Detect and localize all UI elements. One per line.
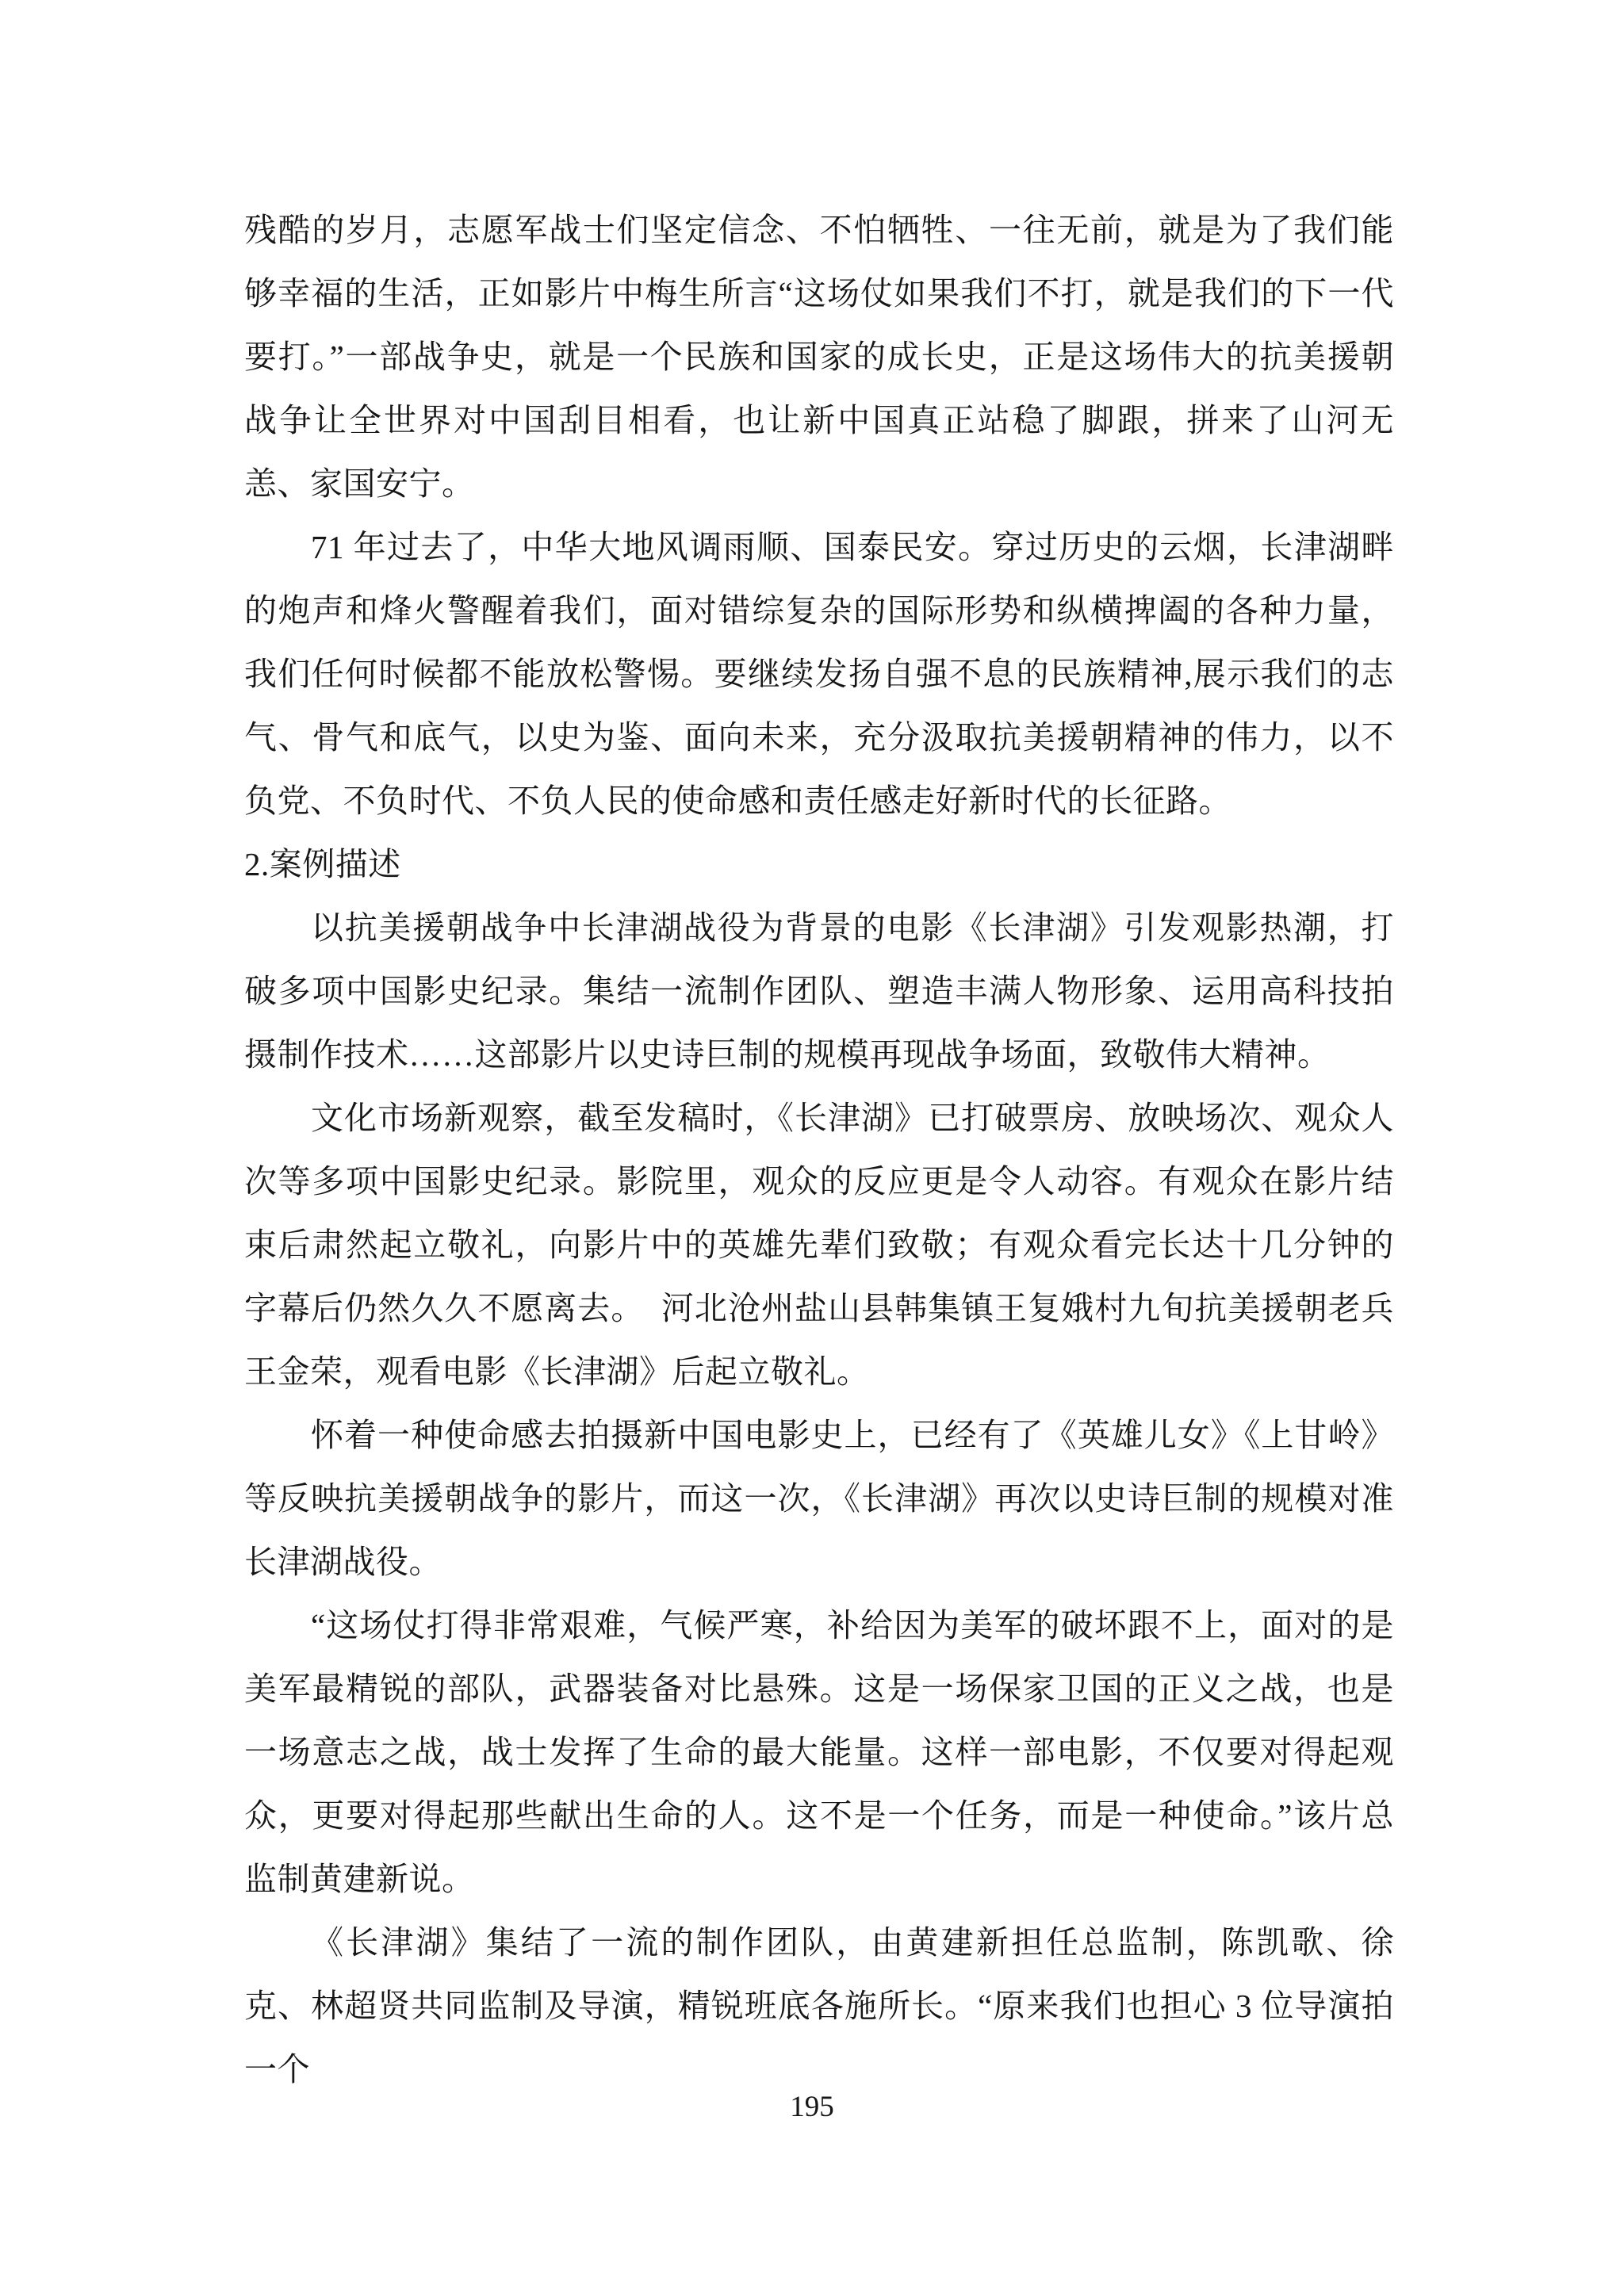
section-heading-case-description: 2.案例描述	[244, 846, 401, 882]
body-paragraph-4: 文化市场新观察，截至发稿时，《长津湖》已打破票房、放映场次、观众人次等多项中国影史纪录。影院里，观众的反应更是令人动容。有观众在影片结束后肃然起立敬礼，向影片中的英雄先辈们致敬；有观众看完长达十几分钟的字幕后仍然久久不愿离去。 河北沧州盐山县韩集镇王复娥村九旬抗美援朝老兵王金荣，观看电影《长津湖》后起立敬礼。	[244, 1100, 1394, 1390]
body-paragraph-1: 残酷的岁月，志愿军战士们坚定信念、不怕牺牲、一往无前，就是为了我们能够幸福的生活，正如影片中梅生所言“这场仗如果我们不打，就是我们的下一代要打。”一部战争史，就是一个民族和国家的成长史，正是这场伟大的抗美援朝战争让全世界对中国刮目相看，也让新中国真正站稳了脚跟，拼来了山河无恙、家国安宁。	[244, 212, 1394, 502]
body-paragraph-3: 以抗美援朝战争中长津湖战役为背景的电影《长津湖》引发观影热潮，打破多项中国影史纪录。集结一流制作团队、塑造丰满人物形象、运用高科技拍摄制作技术……这部影片以史诗巨制的规模再现战争场面，致敬伟大精神。	[244, 909, 1394, 1073]
page-body-text	[244, 198, 1394, 2101]
page-footer	[0, 2090, 1624, 2125]
body-paragraph-2: 71 年过去了，中华大地风调雨顺、国泰民安。穿过历史的云烟，长津湖畔的炮声和烽火警醒着我们，面对错综复杂的国际形势和纵横捭阖的各种力量，我们任何时候都不能放松警惕。要继续发扬自强不息的民族精神,展示我们的志气、骨气和底气，以史为鉴、面向未来，充分汲取抗美援朝精神的伟力，以不负党、不负时代、不负人民的使命感和责任感走好新时代的长征路。	[244, 529, 1394, 819]
body-paragraph-6: “这场仗打得非常艰难，气候严寒，补给因为美军的破坏跟不上，面对的是美军最精锐的部队，武器装备对比悬殊。这是一场保家卫国的正义之战，也是一场意志之战，战士发挥了生命的最大能量。这样一部电影，不仅要对得起观众，更要对得起那些献出生命的人。这不是一个任务，而是一种使命。”该片总监制黄建新说。	[244, 1607, 1394, 1897]
body-paragraph-5: 怀着一种使命感去拍摄新中国电影史上，已经有了《英雄儿女》《上甘岭》等反映抗美援朝战争的影片，而这一次，《长津湖》再次以史诗巨制的规模对准长津湖战役。	[244, 1417, 1394, 1580]
body-paragraph-7: 《长津湖》集结了一流的制作团队，由黄建新担任总监制，陈凯歌、徐克、林超贤共同监制及导演，精锐班底各施所长。“原来我们也担心 3 位导演拍一个	[244, 1924, 1394, 2087]
page-number: 195	[790, 2091, 834, 2123]
